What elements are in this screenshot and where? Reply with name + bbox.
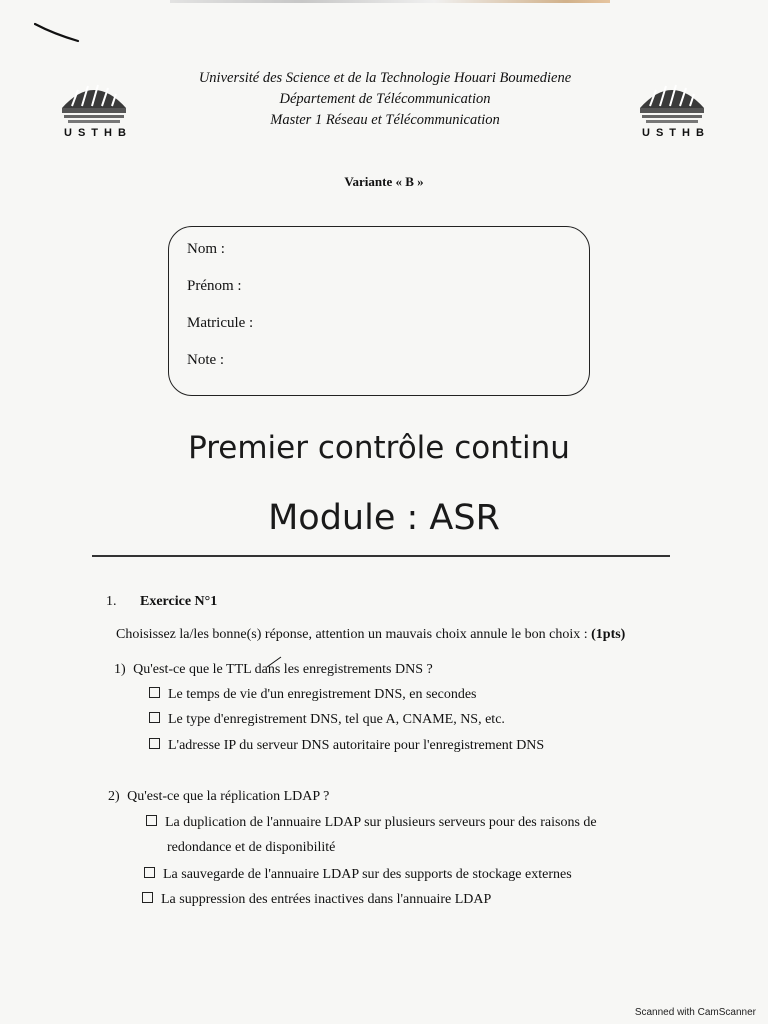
q2-option-1-continued: redondance et de disponibilité bbox=[167, 840, 336, 855]
checkbox[interactable] bbox=[149, 712, 160, 723]
university-emblem-icon bbox=[636, 78, 708, 126]
university-emblem-icon bbox=[58, 78, 130, 126]
usthb-logo-right bbox=[636, 78, 708, 139]
option-label: La sauvegarde de l'annuaire LDAP sur des supports de stockage externes bbox=[163, 867, 572, 882]
question-2 bbox=[108, 789, 329, 805]
pen-mark bbox=[34, 22, 84, 46]
department-name: Département de Télécommunication bbox=[279, 91, 491, 107]
checkbox[interactable] bbox=[146, 815, 157, 826]
section-divider bbox=[92, 555, 670, 557]
question-text: Qu'est-ce que la réplication LDAP ? bbox=[127, 789, 330, 804]
note-field: Note : bbox=[187, 352, 225, 368]
university-name: Université des Science et de la Technologie Houari Boumediene bbox=[198, 70, 572, 86]
q1-option-1[interactable] bbox=[149, 687, 477, 703]
option-label: L'adresse IP du serveur DNS autoritaire pour l'enregistrement DNS bbox=[168, 738, 545, 753]
matricule-field: Matricule : bbox=[187, 315, 254, 331]
option-label: La duplication de l'annuaire LDAP sur plusieurs serveurs pour des raisons de bbox=[165, 815, 597, 830]
institution-header bbox=[130, 68, 640, 131]
checkbox[interactable] bbox=[144, 867, 155, 878]
question-number: 1) bbox=[114, 662, 126, 677]
q2-option-1[interactable] bbox=[146, 815, 597, 831]
usthb-logo-left bbox=[58, 78, 130, 139]
exercise-number: 1. bbox=[106, 594, 117, 609]
scan-top-edge bbox=[170, 0, 610, 3]
exam-variant: Variante « B » bbox=[344, 174, 424, 189]
scanner-watermark: Scanned with CamScanner bbox=[634, 1007, 756, 1018]
option-label: Le type d'enregistrement DNS, tel que A, CNAME, NS, etc. bbox=[168, 712, 505, 727]
option-label: La suppression des entrées inactives dans l'annuaire LDAP bbox=[161, 892, 492, 907]
module-title: Module : ASR bbox=[268, 498, 500, 538]
pen-tick-mark bbox=[266, 656, 282, 668]
option-label: Le temps de vie d'un enregistrement DNS, en secondes bbox=[168, 687, 477, 702]
q1-option-3[interactable] bbox=[149, 738, 544, 754]
checkbox[interactable] bbox=[142, 892, 153, 903]
logo-abbreviation: USTHB bbox=[64, 127, 132, 139]
program-name: Master 1 Réseau et Télécommunication bbox=[270, 112, 500, 128]
question-number: 2) bbox=[108, 789, 120, 804]
instruction-points: (1pts) bbox=[591, 627, 626, 642]
student-id-box bbox=[168, 226, 590, 396]
exam-title: Premier contrôle continu bbox=[188, 430, 570, 466]
checkbox[interactable] bbox=[149, 738, 160, 749]
q2-option-2[interactable] bbox=[144, 867, 572, 883]
q2-option-3[interactable] bbox=[142, 892, 491, 908]
exercise-heading: Exercice N°1 bbox=[140, 594, 218, 609]
nom-field: Nom : bbox=[187, 241, 225, 257]
instruction-text: Choisissez la/les bonne(s) réponse, attention un mauvais choix annule le bon choix : bbox=[116, 627, 588, 642]
q1-option-2[interactable] bbox=[149, 712, 505, 728]
question-text: Qu'est-ce que le TTL dans les enregistrements DNS ? bbox=[133, 662, 433, 677]
exercise-instruction bbox=[116, 627, 625, 643]
prenom-field: Prénom : bbox=[187, 278, 242, 294]
checkbox[interactable] bbox=[149, 687, 160, 698]
logo-abbreviation: USTHB bbox=[642, 127, 710, 139]
